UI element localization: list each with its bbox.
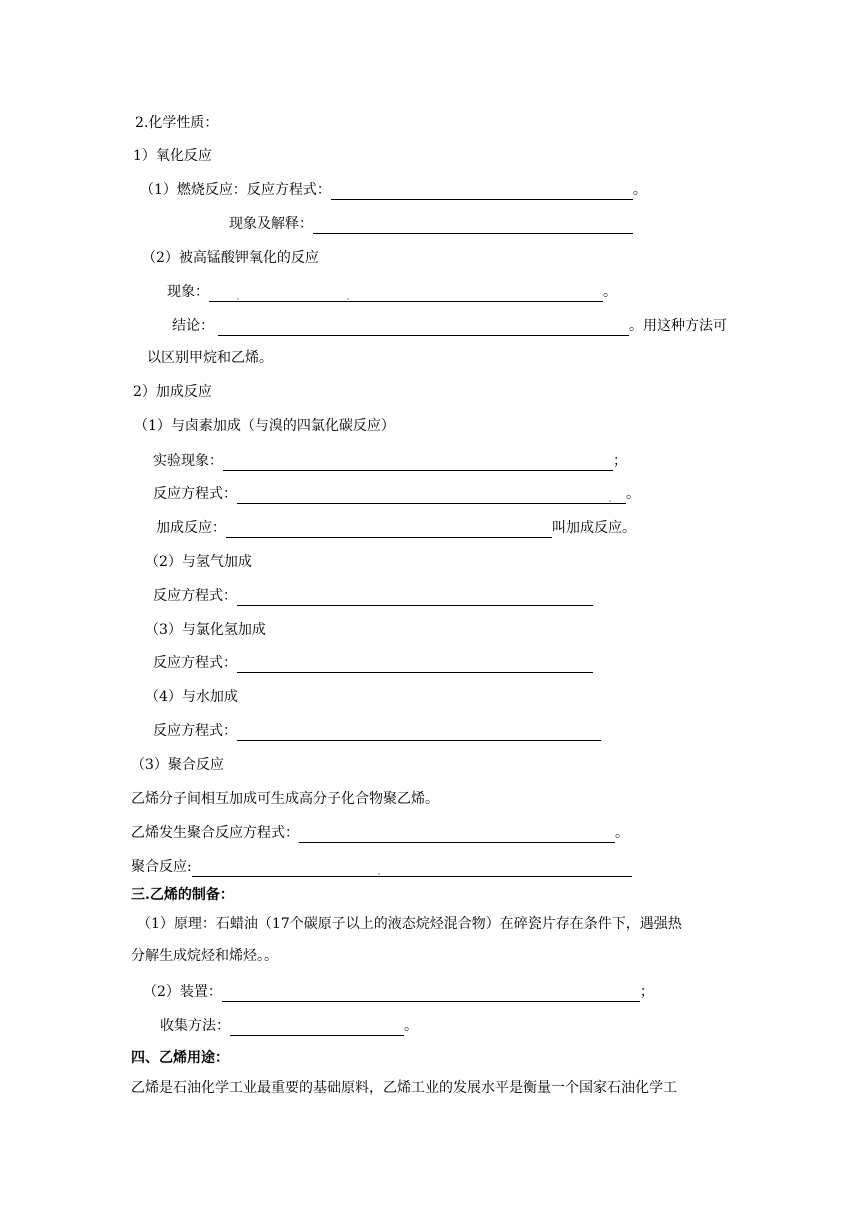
- answer-blank[interactable]: [223, 454, 613, 471]
- answer-blank[interactable]: [237, 656, 593, 673]
- collection-method-line: 收集方法： 。: [160, 1018, 418, 1034]
- section-heading-preparation: 三.乙烯的制备：: [131, 887, 234, 903]
- answer-blank[interactable]: [209, 285, 603, 302]
- answer-blank[interactable]: [218, 319, 629, 336]
- subheading-oxidation: 1）氧化反应: [133, 148, 212, 164]
- subheading-hcl-addition: （3）与氯化氢加成: [145, 622, 266, 638]
- uses-paragraph: 乙烯是石油化学工业最重要的基础原料，乙烯工业的发展水平是衡量一个国家石油化学工: [131, 1080, 677, 1096]
- polymerization-description: 乙烯分子间相互加成可生成高分子化合物聚乙烯。: [131, 791, 439, 807]
- addition-definition-line: 加成反应： 叫加成反应。: [156, 520, 636, 536]
- answer-blank[interactable]: [192, 860, 632, 877]
- conclusion-continuation: 以区别甲烷和乙烯。: [147, 350, 273, 366]
- answer-blank[interactable]: [299, 826, 615, 843]
- experiment-phenomenon-line: 实验现象： ；: [153, 453, 627, 469]
- answer-blank[interactable]: [237, 589, 593, 606]
- preparation-principle-continued: 分解生成烷烃和烯烃。。: [131, 948, 278, 964]
- preparation-principle: （1）原理：石蜡油（17个碳原子以上的液态烷烃混合物）在碎瓷片存在条件下，遇强热: [137, 916, 682, 932]
- answer-blank[interactable]: [331, 183, 633, 200]
- phenomenon-explanation-line: 现象及解释：: [229, 214, 633, 234]
- subheading-hydrogen-addition: （2）与氢气加成: [145, 554, 252, 570]
- section-heading-uses: 四、乙烯用途：: [131, 1050, 229, 1066]
- answer-blank[interactable]: [222, 985, 640, 1002]
- subheading-water-addition: （4）与水加成: [145, 689, 238, 705]
- answer-blank[interactable]: [313, 217, 633, 234]
- polymerization-equation-line: 乙烯发生聚合反应方程式： 。: [131, 825, 629, 841]
- permanganate-conclusion-line: 结论： 。用这种方法可: [172, 318, 727, 334]
- section-heading-chemical-properties: 2.化学性质：: [135, 115, 219, 131]
- hcl-equation-line: 反应方程式：: [153, 653, 593, 673]
- subheading-permanganate: （2）被高锰酸钾氧化的反应: [142, 250, 319, 266]
- subheading-polymerization: （3）聚合反应: [131, 757, 224, 773]
- subheading-addition: 2）加成反应: [133, 384, 212, 400]
- answer-blank[interactable]: [237, 487, 626, 504]
- apparatus-line: （2）装置： ；: [143, 984, 654, 1000]
- answer-blank[interactable]: [230, 1019, 404, 1036]
- combustion-equation-line: （1）燃烧反应：反应方程式： 。: [140, 182, 647, 198]
- permanganate-phenomenon-line: 现象： 。: [167, 284, 617, 300]
- answer-blank[interactable]: [237, 724, 601, 741]
- water-equation-line: 反应方程式：: [153, 721, 601, 741]
- hydrogen-equation-line: 反应方程式：: [153, 586, 593, 606]
- halogen-equation-line: 反应方程式： 。: [153, 486, 640, 502]
- subheading-halogen-addition: （1）与卤素加成（与溴的四氯化碳反应）: [134, 418, 395, 434]
- polymerization-definition-line: 聚合反应:: [131, 857, 632, 877]
- answer-blank[interactable]: [226, 521, 552, 538]
